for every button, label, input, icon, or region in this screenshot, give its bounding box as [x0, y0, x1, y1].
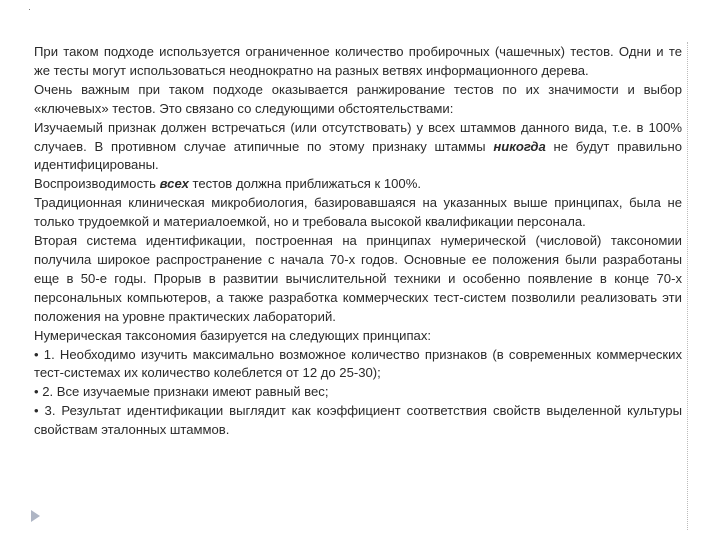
paragraph-p5: [34, 194, 682, 232]
paragraph-p4: [34, 175, 682, 194]
next-slide-arrow-icon[interactable]: [31, 510, 40, 522]
emphasized-word: всех: [159, 176, 189, 192]
paragraph-p7: [34, 327, 682, 346]
paragraph-p10: [34, 402, 682, 440]
paragraph-p2: [34, 81, 682, 119]
dotted-guide-line: [687, 42, 688, 530]
paragraph-p1: [34, 43, 682, 81]
paragraph-text: Очень важным при таком подходе оказывается ранжирование тестов по их значимости и выбор «ключевых» тестов. Это связано со следующими обстоятельствами:: [34, 81, 682, 116]
paragraph-text: • 1. Необходимо изучить максимально возможное количество признаков (в современных коммерческих тест-системах их количество колеблется от 12 до 25-30);: [34, 346, 682, 381]
paragraph-text: Вторая система идентификации, построенная на принципах нумерической (числовой) таксономии получила широкое распространение с начала 70-х годов. Основные ее положения были разработаны еще в 50-е годы. Прорыв в развитии вычислительной техники и особенно появление в конце 70-х персональных компьютеров, а также разработка коммерческих тест-систем позволили реализовать эти положения на уровне практических лабораторий.: [34, 233, 682, 324]
paragraph-text: Воспроизводимость: [34, 176, 160, 192]
paragraph-text: тестов должна приближаться к 100%.: [188, 176, 421, 192]
paragraph-p3: [34, 119, 682, 176]
paragraph-text: Изучаемый признак должен встречаться (или отсутствовать) у всех штаммов данного вида, т.е. в 100% случаев. В противном случае атипичные по этому признаку штаммы: [34, 119, 682, 154]
paragraph-text: • 3. Результат идентификации выглядит как коэффициент соответствия свойств выделенной культуры свойствам эталонных штаммов.: [34, 403, 682, 438]
paragraph-p6: [34, 232, 682, 327]
paragraph-text: • 2. Все изучаемые признаки имеют равный вес;: [34, 384, 329, 400]
paragraph-p8: [34, 346, 682, 384]
paragraph-text: не будут правильно идентифицированы.: [34, 138, 682, 173]
paragraph-text: Традиционная клиническая микробиология, базировавшаяся на указанных выше принципах, была не только трудоемкой и материалоемкой, но и требовала высокой квалификации персонала.: [34, 195, 682, 230]
top-mark: ·: [28, 4, 31, 14]
paragraph-p9: [34, 383, 682, 402]
paragraph-text: Нумерическая таксономия базируется на следующих принципах:: [34, 327, 432, 343]
emphasized-word: никогда: [493, 138, 546, 154]
slide-body-text: [34, 43, 682, 440]
paragraph-text: При таком подходе используется ограниченное количество пробирочных (чашечных) тестов. Одни и те же тесты могут использоваться неоднократно на разных ветвях информационного дерева.: [34, 44, 682, 78]
